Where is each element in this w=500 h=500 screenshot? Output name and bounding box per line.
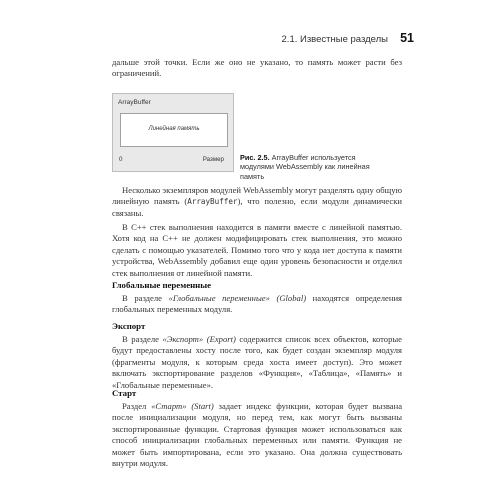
term-start: «Старт» (Start) bbox=[151, 401, 214, 411]
paragraph-stack: В C++ стек выполнения находится в памяти вместе с линейной памятью. Хотя код на C++ не должен модифицировать стек выполнения, это можно сделать с помощью указателей. Помимо того что у кода нет доступа к памяти устройства, WebAssembly добавил еще один уровень безопасности и отделил стек выполнения от линейной памяти. bbox=[112, 222, 402, 278]
figure-caption bbox=[240, 153, 390, 181]
heading-start: Старт bbox=[112, 388, 137, 398]
figure-caption-text: ArrayBuffer используется модулями WebAssembly как линейная память bbox=[240, 153, 370, 181]
paragraph-shared-memory bbox=[112, 185, 402, 219]
heading-export: Экспорт bbox=[112, 321, 146, 331]
inline-code: ArrayBuffer bbox=[187, 197, 238, 207]
paragraph-shared-memory-after: ), что полезно, если модули динамически связаны. bbox=[112, 196, 402, 218]
paragraph-start bbox=[112, 401, 402, 469]
paragraph-globals-post: находятся определения глобальных переменных модуля. bbox=[112, 293, 402, 315]
figure-caption-number: Рис. 2.5. bbox=[240, 153, 270, 162]
figure-title: ArrayBuffer bbox=[118, 99, 151, 106]
page-number: 51 bbox=[400, 31, 414, 45]
paragraph-shared-memory-before: Несколько экземпляров модулей WebAssembly могут разделять одну общую линейную память ( bbox=[112, 185, 402, 207]
paragraph-globals bbox=[112, 293, 402, 316]
paragraph-start-post: задает индекс функции, которая будет вызвана после инициализации модуля, но перед тем, как могут быть вызваны экспортированные функции. Стартовая функция может использоваться как способ инициализации глобальных переменных или памяти. Функция не может быть импортирована, если это указано. Она должна существовать внутри модуля. bbox=[112, 401, 403, 469]
linear-memory-box bbox=[120, 113, 228, 147]
running-head: 2.1. Известные разделы bbox=[281, 34, 388, 45]
paragraph-export-post: содержится список всех объектов, которые будут предоставлены хосту после того, как будет создан экземпляр модуля (фрагменты модуля, к которым среда хоста имеет доступ). Это может включать экспортирование разделов «Функция», «Таблица», «Память» и «Глобальные переменные». bbox=[112, 334, 402, 390]
figure-array-buffer bbox=[112, 93, 234, 172]
paragraph-globals-pre: В разделе bbox=[122, 293, 169, 303]
term-globals: «Глобальные переменные» (Global) bbox=[168, 293, 307, 303]
figure-axis-start: 0 bbox=[119, 156, 123, 163]
intro-paragraph: дальше этой точки. Если же оно не указано, то память может расти без ограничений. bbox=[112, 57, 402, 79]
paragraph-start-pre: Раздел bbox=[122, 401, 152, 411]
figure-axis-end: Размер bbox=[202, 156, 224, 163]
term-export: «Экспорт» (Export) bbox=[162, 334, 236, 344]
heading-globals: Глобальные переменные bbox=[112, 280, 212, 290]
paragraph-export-pre: В разделе bbox=[122, 334, 163, 344]
paragraph-export bbox=[112, 334, 402, 391]
linear-memory-label: Линейная память bbox=[148, 126, 200, 132]
